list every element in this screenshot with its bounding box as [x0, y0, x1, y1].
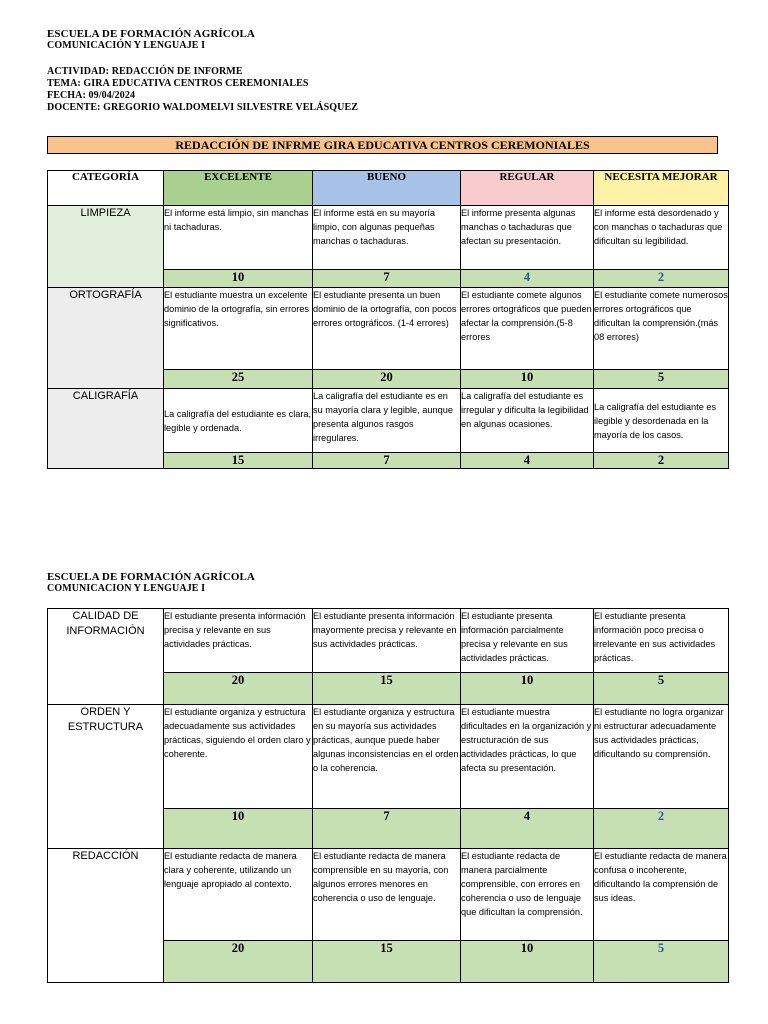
- description-cell: El estudiante presenta información parcialmente precisa y relevante en sus actividades prácticas.: [461, 609, 594, 673]
- description-cell: El estudiante redacta de manera parcialmente comprensible, con errores en coherencia o uso de lenguaje que dificultan la comprensión.: [461, 849, 594, 941]
- column-header-excellent: EXCELENTE: [164, 171, 313, 206]
- description-cell: La caligrafía del estudiante es irregular y dificulta la legibilidad en algunas ocasiones.: [461, 389, 594, 453]
- description-cell: El estudiante no logra organizar ni estructurar adecuadamente sus actividades prácticas, dificultando su comprensión.: [594, 705, 729, 809]
- document-header: [47, 28, 255, 52]
- description-cell: El informe está limpio, sin manchas ni tachaduras.: [164, 206, 313, 270]
- category-cell: CALIDAD DE INFORMACIÓN: [48, 609, 164, 705]
- description-cell: El estudiante redacta de manera clara y coherente, utilizando un lenguaje apropiado al contexto.: [164, 849, 313, 941]
- description-cell: La caligrafía del estudiante es clara, legible y ordenada.: [164, 389, 313, 453]
- description-cell: El informe está en su mayoría limpio, con algunas pequeñas manchas o tachaduras.: [313, 206, 461, 270]
- score-cell: 4: [461, 453, 594, 469]
- category-cell: REDACCIÓN: [48, 849, 164, 983]
- description-cell: El estudiante comete numerosos errores ortográficos que dificultan la comprensión.(más 08 errores): [594, 288, 729, 370]
- teacher-line: DOCENTE: GREGORIO WALDOMELVI SILVESTRE VELÁSQUEZ: [47, 102, 359, 113]
- rubric-description-row: [48, 609, 729, 673]
- column-header-category: CATEGORÍA: [48, 171, 164, 206]
- rubric-description-row: [48, 288, 729, 370]
- description-cell: El informe presenta algunas manchas o tachaduras que afectan su presentación.: [461, 206, 594, 270]
- score-cell: 2: [594, 270, 729, 288]
- description-cell: El estudiante presenta información mayormente precisa y relevante en sus actividades prácticas.: [313, 609, 461, 673]
- activity-line: ACTIVIDAD: REDACCIÓN DE INFORME: [47, 66, 243, 77]
- date-line: FECHA: 09/04/2024: [47, 90, 136, 101]
- rubric-title-banner: REDACCIÓN DE INFRME GIRA EDUCATIVA CENTROS CEREMONIALES: [47, 136, 718, 154]
- score-cell: 5: [594, 370, 729, 389]
- category-cell: ORTOGRAFÍA: [48, 288, 164, 389]
- description-cell: El estudiante presenta información poco precisa o irrelevante en sus actividades prácticas.: [594, 609, 729, 673]
- score-cell: 4: [461, 809, 594, 849]
- description-cell: El estudiante redacta de manera comprensible en su mayoría, con algunos errores menores en coherencia o uso de lenguaje.: [313, 849, 461, 941]
- score-cell: 10: [461, 673, 594, 705]
- score-cell: 7: [313, 809, 461, 849]
- activity-info: [47, 66, 358, 114]
- topic-line: TEMA: GIRA EDUCATIVA CENTROS CEREMONIALES: [47, 78, 309, 89]
- score-cell: 10: [164, 270, 313, 288]
- rubric-description-row: [48, 705, 729, 809]
- description-cell: El estudiante presenta información precisa y relevante en sus actividades prácticas.: [164, 609, 313, 673]
- description-cell: La caligrafía del estudiante es ilegible y desordenada en la mayoría de los casos.: [594, 389, 729, 453]
- score-cell: 15: [164, 453, 313, 469]
- description-cell: El estudiante redacta de manera confusa o incoherente, dificultando la comprensión de sus ideas.: [594, 849, 729, 941]
- score-cell: 5: [594, 941, 729, 983]
- score-cell: 4: [461, 270, 594, 288]
- description-cell: El estudiante comete algunos errores ortográficos que pueden afectar la comprensión.(5-8 errores: [461, 288, 594, 370]
- description-cell: La caligrafía del estudiante es en su mayoría clara y legible, aunque presenta algunos rasgos irregulares.: [313, 389, 461, 453]
- score-cell: 20: [164, 673, 313, 705]
- score-cell: 20: [313, 370, 461, 389]
- description-cell: El estudiante organiza y estructura adecuadamente sus actividades prácticas, siguiendo el orden claro y coherente.: [164, 705, 313, 809]
- score-cell: 2: [594, 453, 729, 469]
- category-cell: CALIGRAFÍA: [48, 389, 164, 469]
- document-header-page-2: [47, 571, 255, 595]
- school-name: ESCUELA DE FORMACIÓN AGRÍCOLA: [47, 28, 255, 40]
- category-cell: LIMPIEZA: [48, 206, 164, 288]
- rubric-header-row: [48, 171, 729, 206]
- column-header-needs-improvement: NECESITA MEJORAR: [594, 171, 729, 206]
- course-name: COMUNICACION Y LENGUAJE I: [47, 583, 206, 594]
- score-cell: 5: [594, 673, 729, 705]
- rubric-description-row: [48, 849, 729, 941]
- score-cell: 15: [313, 673, 461, 705]
- description-cell: El estudiante organiza y estructura en su mayoría sus actividades prácticas, aunque puede haber algunas inconsistencias en el orden o la coherencia.: [313, 705, 461, 809]
- score-cell: 20: [164, 941, 313, 983]
- category-cell: ORDEN Y ESTRUCTURA: [48, 705, 164, 849]
- school-name: ESCUELA DE FORMACIÓN AGRÍCOLA: [47, 571, 255, 583]
- rubric-table-page-1: [47, 170, 729, 469]
- score-cell: 2: [594, 809, 729, 849]
- score-cell: 10: [461, 370, 594, 389]
- rubric-description-row: [48, 206, 729, 270]
- rubric-description-row: [48, 389, 729, 453]
- description-cell: El informe está desordenado y con manchas o tachaduras que dificultan su legibilidad.: [594, 206, 729, 270]
- score-cell: 25: [164, 370, 313, 389]
- score-cell: 7: [313, 270, 461, 288]
- description-cell: El estudiante muestra dificultades en la organización y estructuración de sus actividades prácticas, lo que afecta su presentación.: [461, 705, 594, 809]
- score-cell: 15: [313, 941, 461, 983]
- description-cell: El estudiante muestra un excelente dominio de la ortografía, sin errores significativos.: [164, 288, 313, 370]
- description-cell: El estudiante presenta un buen dominio de la ortografía, con pocos errores ortográficos. (1-4 errores): [313, 288, 461, 370]
- course-name: COMUNICACIÓN Y LENGUAJE I: [47, 40, 206, 51]
- score-cell: 10: [461, 941, 594, 983]
- score-cell: 7: [313, 453, 461, 469]
- column-header-regular: REGULAR: [461, 171, 594, 206]
- rubric-table-page-2: [47, 608, 729, 983]
- score-cell: 10: [164, 809, 313, 849]
- column-header-good: BUENO: [313, 171, 461, 206]
